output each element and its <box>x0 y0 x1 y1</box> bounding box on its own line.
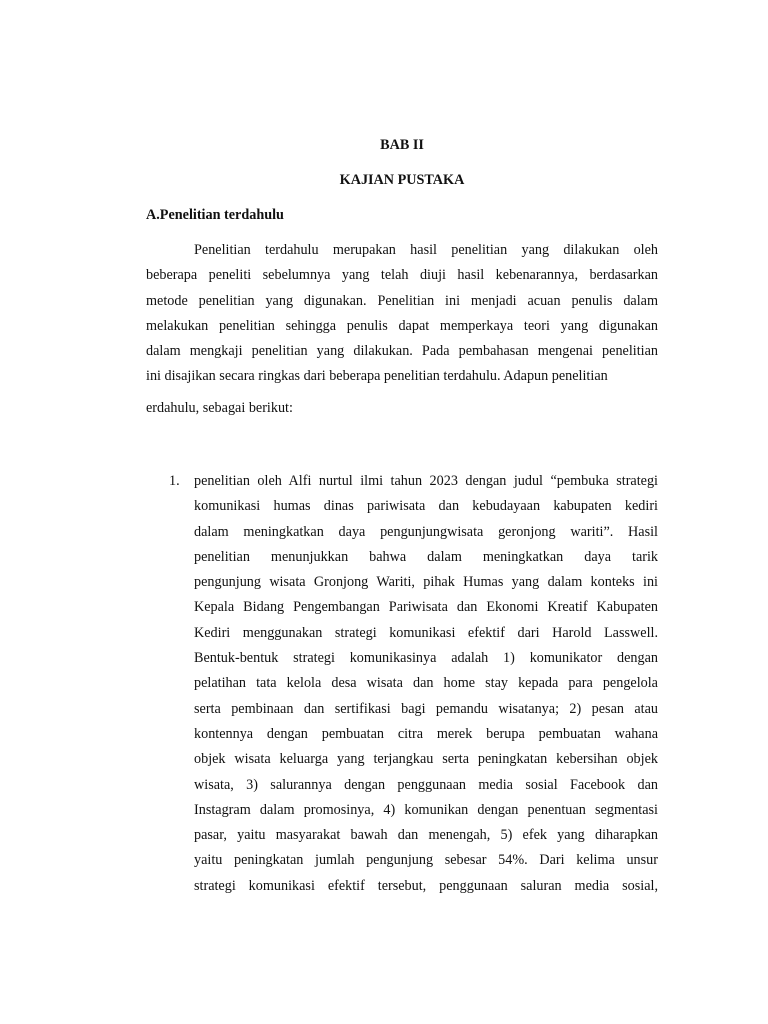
list-item <box>146 469 658 899</box>
list-line: Bentuk-bentuk strategi komunikasinya adalah 1) komunikator dengan <box>194 650 658 667</box>
list-line: yaitu peningkatan jumlah pengunjung sebesar 54%. Dari kelima unsur <box>194 852 658 869</box>
list-line: dalam meningkatkan daya pengunjungwisata geronjong wariti”. Hasil <box>194 523 658 540</box>
section-heading: A.Penelitian terdahulu <box>146 207 284 223</box>
list-line: komunikasi humas dinas pariwisata dan kebudayaan kabupaten kediri <box>194 498 658 515</box>
list-line: pengunjung wisata Gronjong Wariti, pihak Humas yang dalam konteks ini <box>194 574 658 591</box>
paragraph-line: ini disajikan secara ringkas dari beberapa penelitian terdahulu. Adapun penelitian <box>146 368 608 385</box>
chapter-title: KAJIAN PUSTAKA <box>339 172 465 188</box>
paragraph-continuation: erdahulu, sebagai berikut: <box>146 400 293 416</box>
chapter-number: BAB II <box>380 137 424 153</box>
list-line: pelatihan tata kelola desa wisata dan home stay kepada para pengelola <box>194 675 658 692</box>
numbered-list <box>146 469 658 899</box>
list-line: penelitian menunjukkan bahwa dalam meningkatkan daya tarik <box>194 548 658 565</box>
list-line: wisata, 3) salurannya dengan penggunaan media sosial Facebook dan <box>194 776 658 793</box>
list-line: penelitian oleh Alfi nurtul ilmi tahun 2023 dengan judul “pembuka strategi <box>194 473 658 489</box>
list-line: kontennya dengan pembuatan citra merek berupa pembuatan wahana <box>194 725 658 742</box>
paragraph-line: Penelitian terdahulu merupakan hasil penelitian yang dilakukan oleh <box>194 242 658 258</box>
paragraph-line: dalam mengkaji penelitian yang dilakukan. Pada pembahasan mengenai penelitian <box>146 343 658 360</box>
paragraph-line: beberapa peneliti sebelumnya yang telah diuji hasil kebenarannya, berdasarkan <box>146 267 658 284</box>
list-line: Kediri menggunakan strategi komunikasi efektif dari Harold Lasswell. <box>194 624 658 641</box>
list-line: Kepala Bidang Pengembangan Pariwisata dan Ekonomi Kreatif Kabupaten <box>194 599 658 616</box>
list-line: serta pembinaan dan sertifikasi bagi pemandu wisatanya; 2) pesan atau <box>194 700 658 717</box>
paragraph-line: metode penelitian yang digunakan. Penelitian ini menjadi acuan penulis dalam <box>146 292 658 309</box>
list-number: 1. <box>169 473 180 489</box>
list-line: Instagram dalam promosinya, 4) komunikan dengan penentuan segmentasi <box>194 801 658 818</box>
list-line: pasar, yaitu masyarakat bawah dan menengah, 5) efek yang diharapkan <box>194 827 658 844</box>
paragraph-line: melakukan penelitian sehingga penulis dapat memperkaya teori yang digunakan <box>146 317 658 334</box>
intro-paragraph <box>146 238 658 390</box>
list-line: strategi komunikasi efektif tersebut, penggunaan saluran media sosial, <box>194 877 658 894</box>
list-line: objek wisata keluarga yang terjangkau serta peningkatan kebersihan objek <box>194 751 658 768</box>
